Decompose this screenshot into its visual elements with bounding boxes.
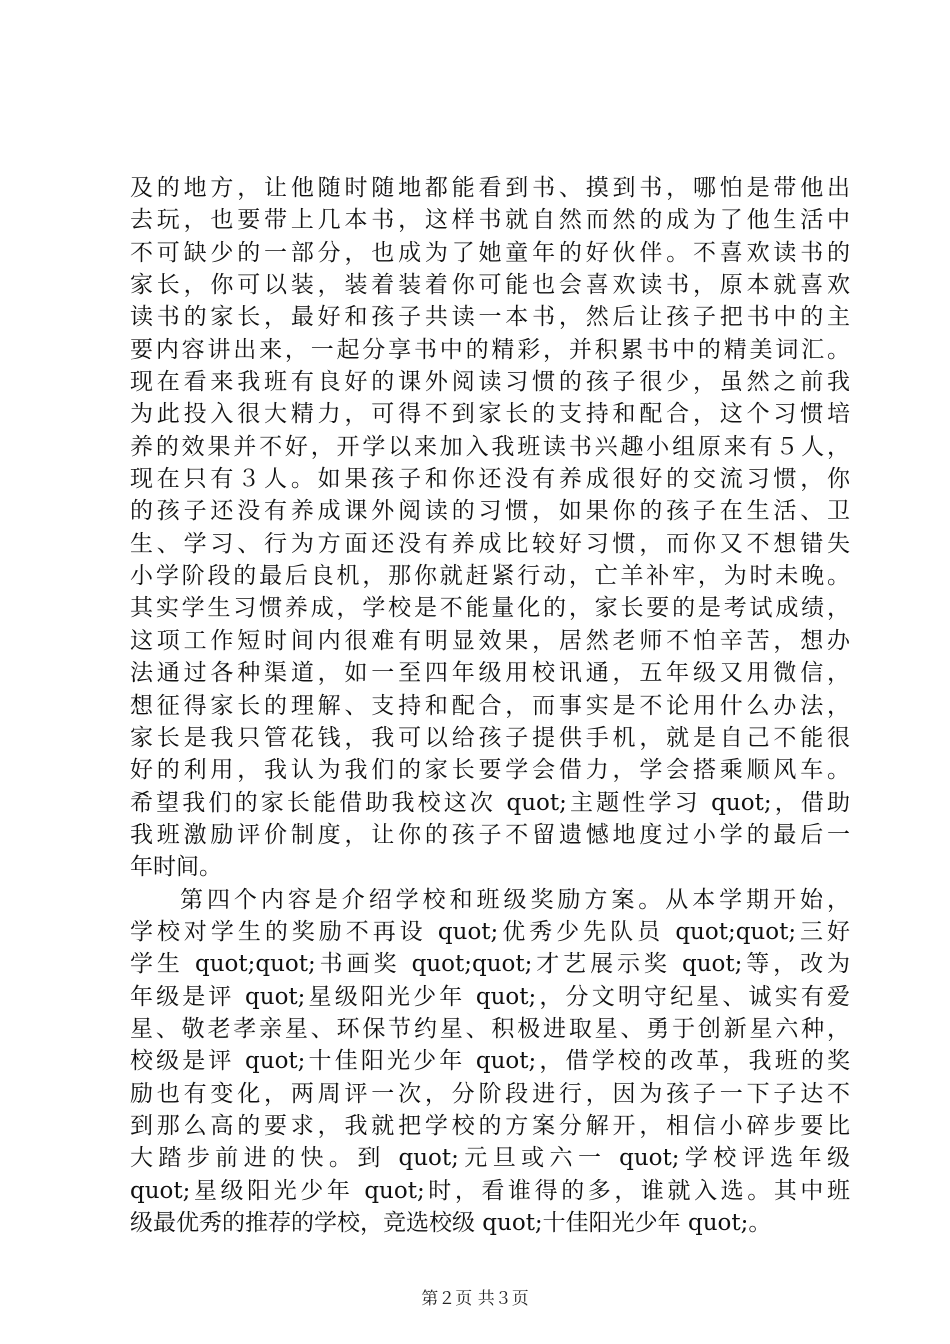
text-line: 为此投入很大精力，可得不到家长的支持和配合，这个习惯培 — [130, 401, 850, 428]
text-line: quot;星级阳光少年 quot;时，看谁得的多，谁就入选。其中班 — [130, 1177, 850, 1204]
text-line: 年级是评 quot;星级阳光少年 quot;，分文明守纪星、诚实有爱 — [130, 983, 850, 1010]
text-line: 到那么高的要求，我就把学校的方案分解开，相信小碎步要比 — [130, 1112, 850, 1139]
text-line: 这项工作短时间内很难有明显效果，居然老师不怕辛苦，想办 — [130, 627, 850, 654]
text-line: 现在看来我班有良好的课外阅读习惯的孩子很少，虽然之前我 — [130, 369, 850, 396]
text-line: 励也有变化，两周评一次，分阶段进行，因为孩子一下子达不 — [130, 1080, 850, 1107]
text-line: 学生 quot;quot;书画奖 quot;quot;才艺展示奖 quot;等，改为 — [130, 951, 850, 978]
text-line: 要内容讲出来，一起分享书中的精彩，并积累书中的精美词汇。 — [130, 336, 850, 363]
text-line: 希望我们的家长能借助我校这次 quot;主题性学习 quot;，借助 — [130, 789, 850, 816]
text-line: 法通过各种渠道，如一至四年级用校讯通，五年级又用微信， — [130, 660, 850, 687]
text-line: 星、敬老孝亲星、环保节约星、积极进取星、勇于创新星六种， — [130, 1015, 850, 1042]
text-line: 家长是我只管花钱，我可以给孩子提供手机，就是自己不能很 — [130, 724, 850, 751]
text-line: 级最优秀的推荐的学校，竞选校级 quot;十佳阳光少年 quot;。 — [130, 1210, 772, 1236]
text-line: 校级是评 quot;十佳阳光少年 quot;，借学校的改革，我班的奖 — [130, 1048, 850, 1075]
text-line: 学校对学生的奖励不再设 quot;优秀少先队员 quot;quot;三好 — [130, 918, 850, 945]
text-line: 年时间。 — [130, 854, 222, 881]
text-line: 及的地方，让他随时随地都能看到书、摸到书，哪怕是带他出 — [130, 175, 850, 201]
page-footer — [0, 1284, 950, 1309]
text-line: 的孩子还没有养成课外阅读的习惯，如果你的孩子在生活、卫 — [130, 498, 850, 525]
text-line: 其实学生习惯养成，学校是不能量化的，家长要的是考试成绩， — [130, 595, 850, 622]
text-line: 家长，你可以装，装着装着你可能也会喜欢读书，原本就喜欢 — [130, 272, 850, 299]
text-line: 好的利用，我认为我们的家长要学会借力，学会搭乘顺风车。 — [130, 757, 850, 784]
text-line: 想征得家长的理解、支持和配合，而事实是不论用什么办法， — [130, 692, 850, 719]
text-line: 生、学习、行为方面还没有养成比较好习惯，而你又不想错失 — [130, 530, 850, 557]
text-line: 小学阶段的最后良机，那你就赶紧行动，亡羊补牢，为时未晚。 — [130, 563, 850, 590]
text-line: 读书的家长，最好和孩子共读一本书，然后让孩子把书中的主 — [130, 304, 850, 331]
text-line: 去玩，也要带上几本书，这样书就自然而然的成为了他生活中 — [130, 207, 850, 234]
text-line: 我班激励评价制度，让你的孩子不留遗憾地度过小学的最后一 — [130, 821, 850, 848]
text-line: 养的效果并不好，开学以来加入我班读书兴趣小组原来有５人， — [130, 433, 850, 460]
text-line: 不可缺少的一部分，也成为了她童年的好伙伴。不喜欢读书的 — [130, 239, 850, 266]
body-text — [130, 172, 850, 1239]
paragraph-first-line: 第四个内容是介绍学校和班级奖励方案。从本学期开始， — [180, 886, 850, 913]
text-line: 现在只有３人。如果孩子和你还没有养成很好的交流习惯，你 — [130, 466, 850, 493]
text-line: 大踏步前进的快。到 quot;元旦或六一 quot;学校评选年级 — [130, 1145, 850, 1172]
page-number-label: 第２页 共３页 — [421, 1289, 529, 1309]
